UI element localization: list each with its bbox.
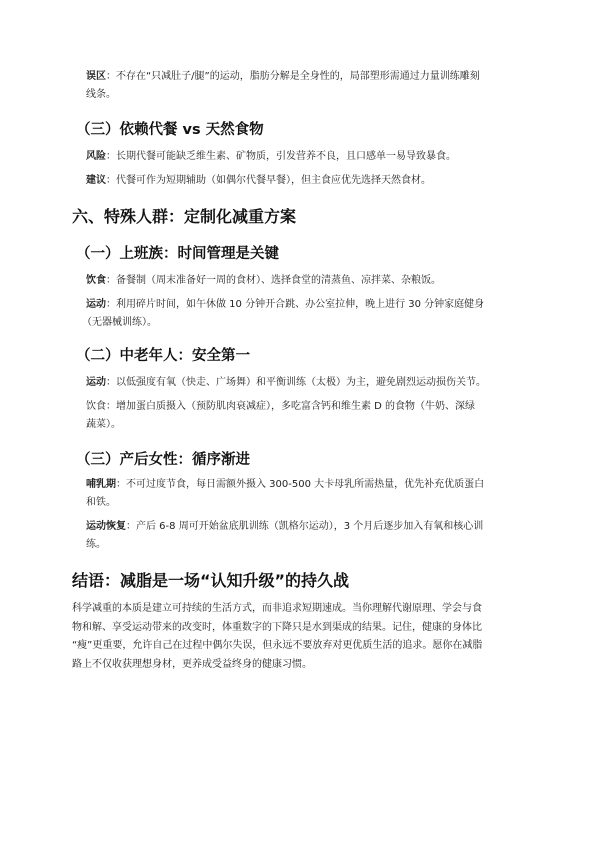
elderly-exercise-text: ：以低强度有氧（快走、广场舞）和平衡训练（太极）为主，避免剧烈运动损伤关节。 — [106, 377, 486, 388]
office-diet-paragraph — [0, 272, 536, 290]
conclusion-line-1: 科学减重的本质是建立可持续的生活方式，而非追求短期速成。当你理解代谢原理、学会与食 — [72, 603, 482, 614]
section-heading-postpartum: （三）产后女性：循序渐进 — [76, 452, 250, 468]
section-heading-meal-replacement: （三）依赖代餐 vs 天然食物 — [76, 122, 264, 138]
lactation-text-cont: 和铁。 — [86, 497, 116, 508]
misconception-label: 误区 — [86, 71, 106, 82]
elderly-exercise-label: 运动 — [86, 377, 106, 388]
recovery-text: ：产后 6-8 周可开始盆底肌训练（凯格尔运动），3 个月后逐步加入有氧和核心训 — [126, 521, 484, 532]
misconception-paragraph — [0, 68, 536, 104]
lactation-text: ：不可过度节食，每日需额外摄入 300-500 大卡母乳所需热量，优先补充优质蛋白 — [116, 479, 485, 490]
lactation-label: 哺乳期 — [86, 479, 116, 490]
elderly-diet-text: 饮食：增加蛋白质摄入（预防肌肉衰减症），多吃富含钙和维生素 D 的食物（牛奶、深绿 — [86, 401, 476, 412]
conclusion-line-4: 路上不仅收获理想身材，更养成受益终身的健康习惯。 — [72, 658, 312, 670]
advice-paragraph — [0, 172, 536, 190]
risk-text: ：长期代餐可能缺乏维生素、矿物质，引发营养不良，且口感单一易导致暴食。 — [106, 151, 456, 162]
section-heading-elderly: （二）中老年人：安全第一 — [76, 348, 250, 364]
misconception-text: ：不存在“只减肚子/腿”的运动，脂肪分解是全身性的，局部塑形需通过力量训练雕刻 — [106, 71, 480, 82]
elderly-diet-text-cont: 蔬菜）。 — [86, 419, 121, 430]
advice-label: 建议 — [86, 175, 106, 186]
office-diet-label: 饮食 — [86, 275, 106, 286]
risk-paragraph — [0, 148, 536, 166]
chapter-heading-special-groups: 六、特殊人群：定制化减重方案 — [72, 207, 297, 226]
conclusion-paragraph — [0, 600, 532, 674]
section-heading-office-workers: （一）上班族：时间管理是关键 — [76, 246, 279, 262]
conclusion-heading: 结语：减脂是一场“认知升级”的持久战 — [72, 571, 350, 590]
misconception-text-cont: 线条。 — [86, 89, 116, 100]
office-exercise-text: ：利用碎片时间，如午休做 10 分钟开合跳、办公室拉伸，晚上进行 30 分钟家庭健身 — [106, 299, 485, 310]
conclusion-line-3: “瘦”更重要，允许自己在过程中偶尔失误，但永远不要放弃对更优质生活的追求。愿你在减脂 — [72, 640, 483, 651]
recovery-paragraph — [0, 518, 536, 554]
office-diet-text: ：备餐制（周末准备好一周的食材）、选择食堂的清蒸鱼、凉拌菜、杂粮饭。 — [106, 275, 441, 286]
risk-label: 风险 — [86, 151, 106, 162]
office-exercise-label: 运动 — [86, 299, 106, 310]
advice-text: ：代餐可作为短期辅助（如偶尔代餐早餐），但主食应优先选择天然食材。 — [106, 175, 431, 186]
recovery-text-cont: 练。 — [86, 539, 106, 550]
office-exercise-text-cont: （无器械训练）。 — [82, 317, 157, 328]
elderly-exercise-paragraph — [0, 374, 536, 392]
lactation-paragraph — [0, 476, 536, 512]
conclusion-line-2: 物和解、享受运动带来的改变时，体重数字的下降只是水到渠成的结果。记住，健康的身体比 — [72, 621, 482, 633]
recovery-label: 运动恢复 — [86, 521, 126, 532]
elderly-diet-paragraph — [0, 398, 536, 434]
office-exercise-paragraph — [0, 296, 536, 332]
